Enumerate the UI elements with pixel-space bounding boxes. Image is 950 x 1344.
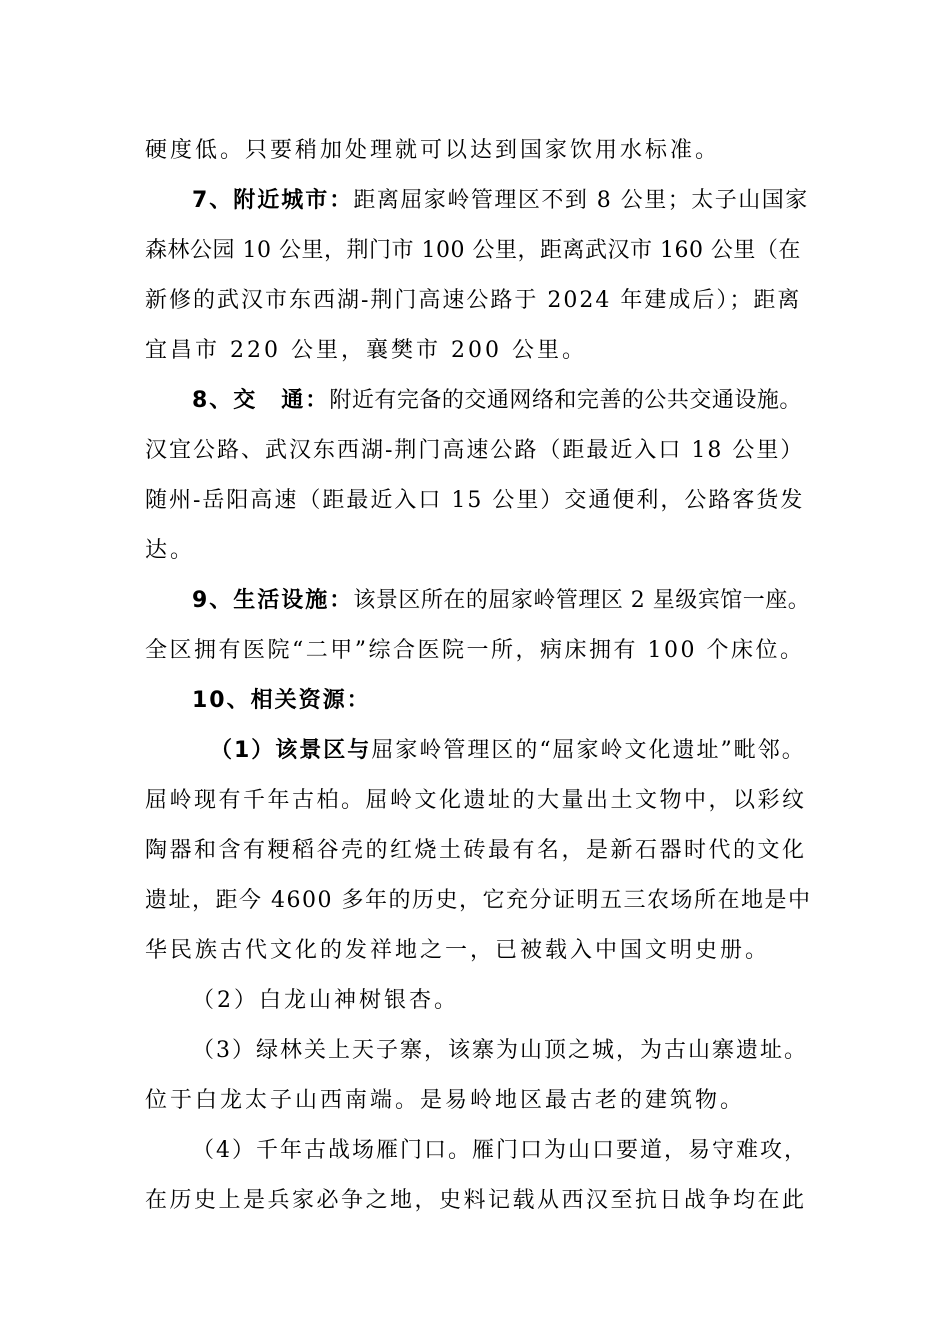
section-10-heading: 10、相关资源：	[192, 688, 371, 713]
item-2-line: （2）白龙山神树银杏。	[192, 988, 459, 1013]
text-line: 新修的武汉市东西湖-荆门高速公路于 2024 年建成后）；距离	[145, 288, 802, 313]
section-7-line	[192, 184, 809, 218]
item-1-heading: （1）该景区与	[210, 738, 372, 763]
text-line: 汉宜公路、武汉东西湖-荆门高速公路（距最近入口 18 公里）	[145, 438, 805, 463]
item-3-line: （3）绿林关上天子寨，该寨为山顶之城，为古山寨遗址。	[192, 1038, 808, 1063]
section-9-heading: 9、生活设施：	[192, 588, 354, 613]
text-line: 遗址，距今 4600 多年的历史，它充分证明五三农场所在地是中	[145, 888, 812, 913]
section-8-heading: 8、交 通：	[192, 388, 330, 413]
item-1-line	[210, 734, 806, 768]
text-line: 陶器和含有粳稻谷壳的红烧土砖最有名，是新石器时代的文化	[145, 838, 807, 863]
text-line: 森林公园 10 公里，荆门市 100 公里，距离武汉市 160 公里（在	[145, 238, 801, 263]
text-line: 附近有完备的交通网络和完善的公共交通设施。	[329, 388, 802, 413]
section-7-heading: 7、附近城市：	[192, 188, 354, 213]
text-line: 随州-岳阳高速（距最近入口 15 公里）交通便利，公路客货发	[145, 488, 805, 513]
section-10-line	[192, 684, 371, 718]
text-line: 屈家岭管理区的“屈家岭文化遗址”毗邻。	[371, 738, 806, 763]
text-line: 达。	[145, 538, 196, 563]
text-line: 硬度低。只要稍加处理就可以达到国家饮用水标准。	[145, 138, 721, 163]
text-line: 宜昌市 220 公里，襄樊市 200 公里。	[145, 338, 587, 363]
text-line: 距离屈家岭管理区不到 8 公里；太子山国家	[353, 188, 809, 213]
section-8-line	[192, 384, 802, 418]
text-line: 在历史上是兵家必争之地，史料记载从西汉至抗日战争均在此	[145, 1188, 807, 1213]
item-4-line: （4）千年古战场雁门口。雁门口为山口要道，易守难攻，	[192, 1138, 808, 1163]
text-line: 全区拥有医院“二甲”综合医院一所，病床拥有 100 个床位。	[145, 638, 805, 663]
section-9-line	[192, 584, 810, 618]
text-line: 华民族古代文化的发祥地之一，已被载入中国文明史册。	[145, 938, 771, 963]
text-line: 该景区所在的屈家岭管理区 2 星级宾馆一座。	[353, 588, 811, 613]
text-line: 屈岭现有千年古柏。屈岭文化遗址的大量出土文物中，以彩纹	[145, 788, 807, 813]
text-line: 位于白龙太子山西南端。是易岭地区最古老的建筑物。	[145, 1088, 746, 1113]
